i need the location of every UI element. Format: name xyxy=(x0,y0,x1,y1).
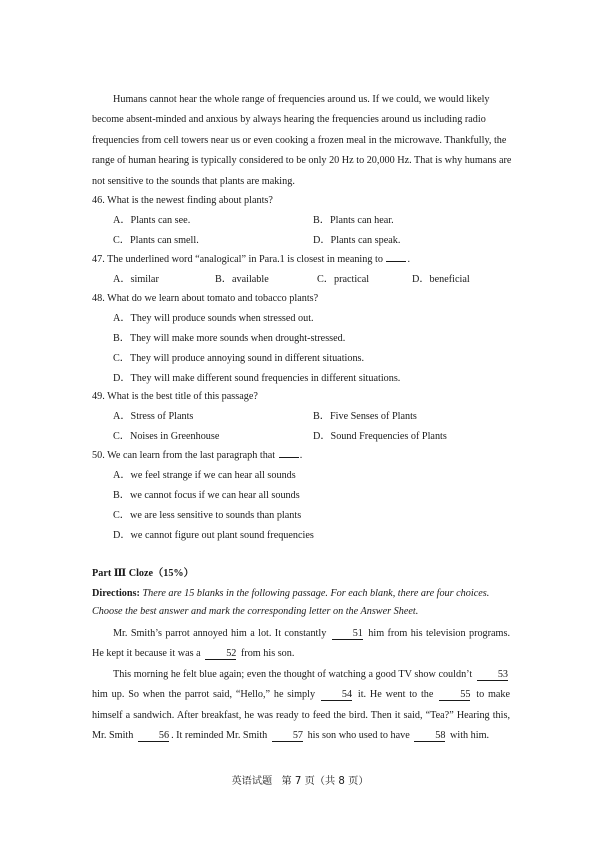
option-d: D．Sound Frequencies of Plants xyxy=(313,431,447,442)
page-footer xyxy=(0,772,600,787)
directions-label: Directions: xyxy=(92,588,140,599)
option-b: B．They will make more sounds when drought-stressed. xyxy=(113,333,346,344)
option-c: C．They will produce annoying sound in different situations. xyxy=(113,353,365,364)
option-c: C．Noises in Greenhouse xyxy=(113,431,220,442)
option-c: C．we are less sensitive to sounds than plants xyxy=(113,510,302,521)
option-c: C．practical xyxy=(317,274,370,285)
directions-text: There are 15 blanks in the following passage. For each blank, there are four choices. Choose the best answer and mark the corresponding letter on the Answer Sheet. xyxy=(92,588,490,617)
question-46 xyxy=(92,191,522,251)
passage-paragraph xyxy=(92,90,512,192)
passage-text: Humans cannot hear the whole range of frequencies around us. If we could, we would likely become absent-minded and anxious by always hearing the frequencies around us including radio frequencies from cell towers near us or even cooking a frozen meal in the microwave. Thankfully, the range of human hearing is typically considered to be only 20 Hz to 20,000 Hz. That is why humans are not sensitive to the sounds that plants are making. xyxy=(92,94,512,187)
question-stem: 46. What is the newest finding about plants? xyxy=(92,195,273,206)
option-d: D．They will make different sound frequencies in different situations. xyxy=(113,373,401,384)
option-b: B．we cannot focus if we can hear all sounds xyxy=(113,490,300,501)
answer-blank xyxy=(386,251,406,262)
cloze-passage xyxy=(92,624,510,746)
blank-53: 53 xyxy=(477,669,508,681)
blank-51: 51 xyxy=(332,628,363,640)
option-d: D．Plants can speak. xyxy=(313,235,401,246)
blank-52: 52 xyxy=(205,648,236,660)
option-d: D．beneficial xyxy=(412,274,470,285)
directions xyxy=(92,585,510,621)
options xyxy=(113,309,522,389)
option-c: C．Plants can smell. xyxy=(113,235,199,246)
question-48 xyxy=(92,289,522,389)
option-b: B．available xyxy=(215,274,269,285)
footer-subject: 英语试题 xyxy=(231,776,273,787)
blank-55: 55 xyxy=(439,689,470,701)
blank-56: 56 xyxy=(138,730,169,742)
blank-57: 57 xyxy=(272,730,303,742)
question-stem: 48. What do we learn about tomato and tobacco plants? xyxy=(92,293,319,304)
cloze-paragraph-1: Mr. Smith’s parrot annoyed him a lot. It constantly 51 him from his television programs. He kept it because it was a 52 from his son. xyxy=(92,628,510,660)
question-50 xyxy=(92,446,522,546)
question-47 xyxy=(92,250,522,290)
question-stem: 49. What is the best title of this passage? xyxy=(92,391,258,402)
blank-58: 58 xyxy=(414,730,445,742)
question-stem: 47. The underlined word “analogical” in Para.1 is closest in meaning to . xyxy=(92,250,522,270)
section-heading: Part Ⅲ Cloze（15%） xyxy=(92,568,194,579)
options xyxy=(113,466,522,546)
options xyxy=(113,270,522,290)
option-b: B．Five Senses of Plants xyxy=(313,411,417,422)
question-49 xyxy=(92,387,522,447)
option-b: B．Plants can hear. xyxy=(313,215,394,226)
cloze-paragraph-2: This morning he felt blue again; even the thought of watching a good TV show couldn’t 53 him up. So when the parrot said, “Hello,” he simply 54 it. He went to the 55 to make himself a sandwich. After breakfast, he was ready to feed the bird. Then it said, “Tea?” Hearing this, Mr. Smith 56 . It reminded Mr. Smith 57 his son who used to have 58 with him. xyxy=(92,668,511,742)
blank-54: 54 xyxy=(321,689,352,701)
footer-page-number: 第 7 页（共 8 页） xyxy=(281,776,369,787)
option-a: A．similar xyxy=(113,274,159,285)
options xyxy=(113,407,522,447)
option-a: A．we feel strange if we can hear all sounds xyxy=(113,470,296,481)
option-d: D．we cannot figure out plant sound frequencies xyxy=(113,530,314,541)
question-stem: 50. We can learn from the last paragraph that . xyxy=(92,446,522,466)
option-a: A．Stress of Plants xyxy=(113,411,194,422)
answer-blank xyxy=(279,447,299,458)
option-a: A．They will produce sounds when stressed out. xyxy=(113,313,314,324)
option-a: A．Plants can see. xyxy=(113,215,191,226)
options xyxy=(113,211,522,251)
